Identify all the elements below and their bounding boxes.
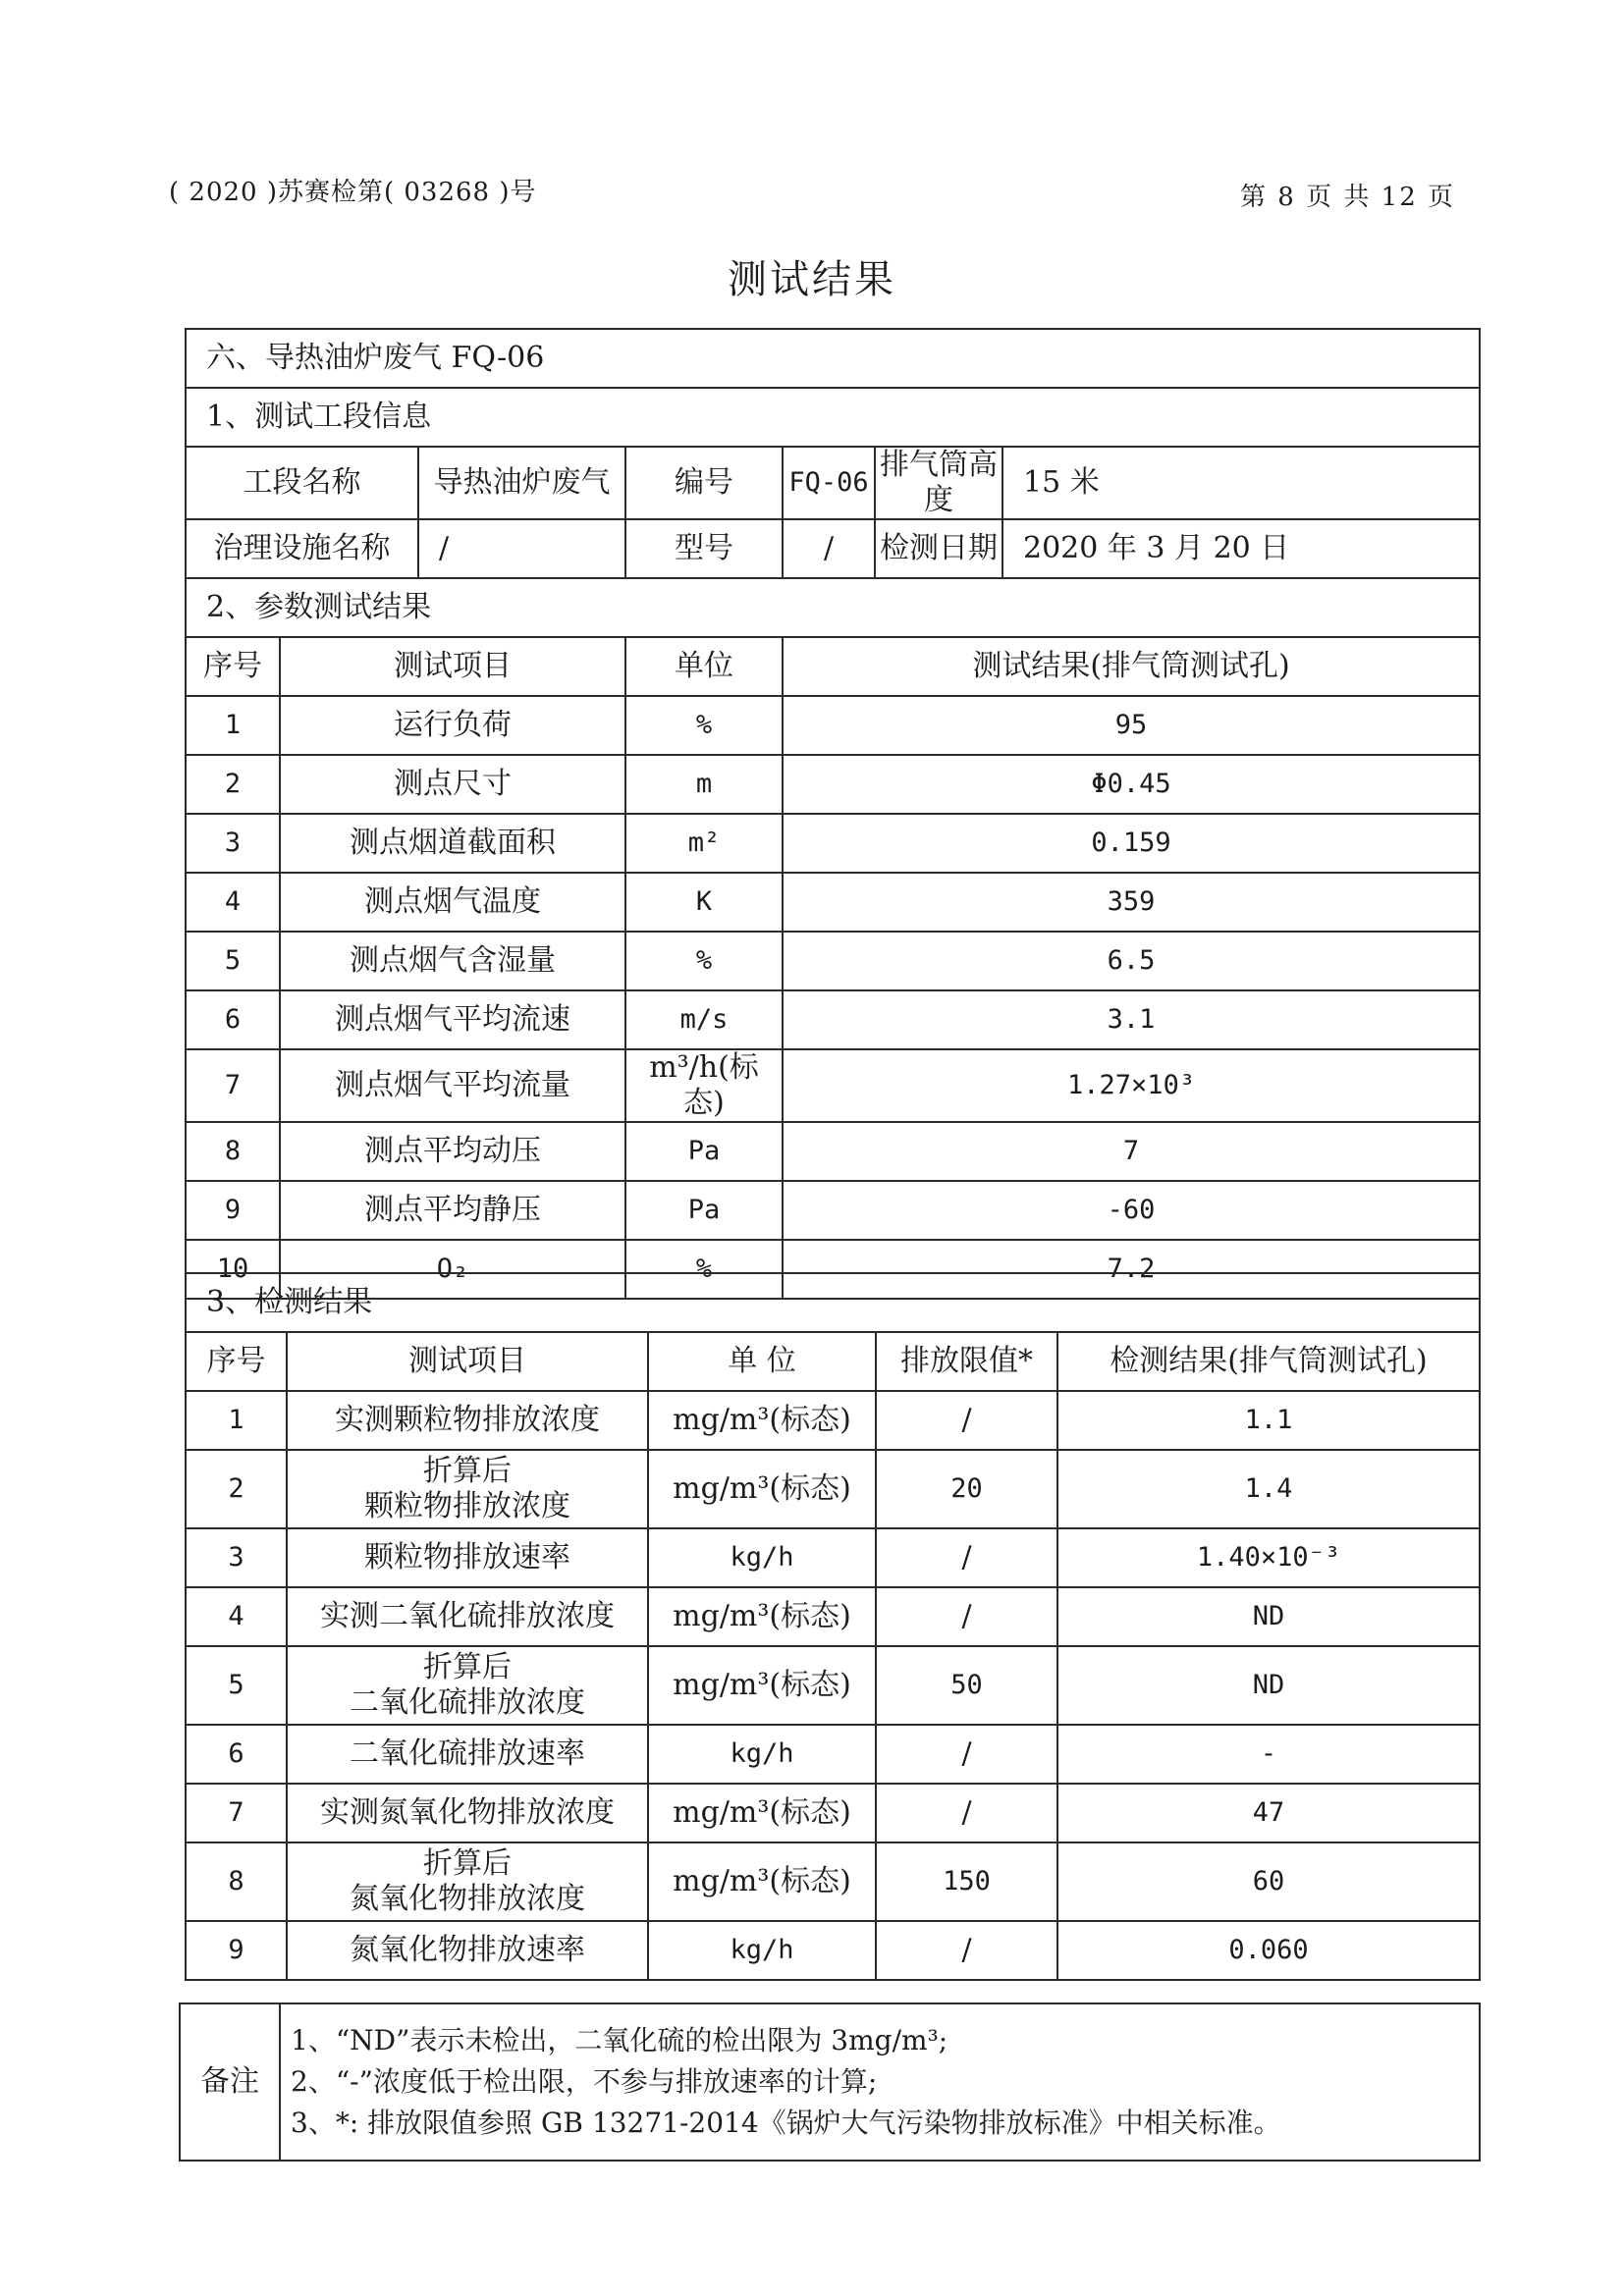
table-row	[186, 873, 1480, 932]
cell: mg/m³(标态)	[648, 1587, 876, 1646]
cell: 5	[186, 1646, 287, 1725]
cell: 150	[876, 1842, 1057, 1921]
cell: 4	[186, 873, 280, 932]
cell: kg/h	[648, 1725, 876, 1784]
cell: 9	[186, 1921, 287, 1980]
cell: Pa	[625, 1122, 783, 1181]
page-number: 第 8 页 共 12 页	[1240, 183, 1455, 212]
cell: 8	[186, 1842, 287, 1921]
cell: %	[625, 1240, 783, 1299]
notes-content	[280, 2003, 1480, 2161]
table-row	[186, 1784, 1480, 1842]
cell: 50	[876, 1646, 1057, 1725]
cell: m	[625, 755, 783, 814]
cell: K	[625, 873, 783, 932]
cell: 编号	[625, 447, 783, 519]
cell: mg/m³(标态)	[648, 1450, 876, 1528]
cell: O₂	[280, 1240, 625, 1299]
cell: 测点烟气平均流量	[280, 1049, 625, 1122]
cell: kg/h	[648, 1528, 876, 1587]
cell: 2020 年 3 月 20 日	[1002, 519, 1480, 578]
section3-header-row	[186, 1332, 1480, 1391]
cell: mg/m³(标态)	[648, 1842, 876, 1921]
table-row	[186, 1528, 1480, 1587]
note-line: 3、*: 排放限值参照 GB 13271-2014《锅炉大气污染物排放标准》中相关标准。	[291, 2107, 1281, 2139]
cell: 检测日期	[875, 519, 1002, 578]
column-header: 测试结果(排气筒测试孔)	[783, 637, 1480, 696]
table-row	[186, 1646, 1480, 1725]
section-six-row	[186, 329, 1480, 388]
cell: /	[876, 1725, 1057, 1784]
cell: 测点平均动压	[280, 1122, 625, 1181]
cell: ND	[1057, 1587, 1480, 1646]
table-row	[186, 1049, 1480, 1122]
cell: 1.27×10³	[783, 1049, 1480, 1122]
column-header: 序号	[186, 1332, 287, 1391]
cell: 6	[186, 1725, 287, 1784]
cell	[287, 1646, 648, 1725]
section1-title-row	[186, 388, 1480, 447]
cell: 3.1	[783, 990, 1480, 1049]
cell: 实测颗粒物排放浓度	[287, 1391, 648, 1450]
table-row	[186, 1122, 1480, 1181]
column-header: 测试项目	[280, 637, 625, 696]
cell: 15 米	[1002, 447, 1480, 519]
cell: m/s	[625, 990, 783, 1049]
cell: 2	[186, 755, 280, 814]
item-line: 折算后	[423, 1650, 512, 1684]
cell: 7.2	[783, 1240, 1480, 1299]
cell: 7	[186, 1784, 287, 1842]
cell: /	[876, 1528, 1057, 1587]
section1-title: 1、测试工段信息	[186, 388, 1480, 447]
table-row	[186, 1181, 1480, 1240]
cell: ND	[1057, 1646, 1480, 1725]
cell: /	[876, 1391, 1057, 1450]
section1-row2	[186, 519, 1480, 578]
cell: m²	[625, 814, 783, 873]
cell: FQ-06	[783, 447, 875, 519]
cell: 3	[186, 814, 280, 873]
cell: /	[783, 519, 875, 578]
cell: 氮氧化物排放速率	[287, 1921, 648, 1980]
cell: 工段名称	[186, 447, 418, 519]
section3-title: 3、检测结果	[186, 1273, 1480, 1332]
item-line: 氮氧化物排放浓度	[350, 1882, 585, 1916]
cell	[287, 1450, 648, 1528]
cell: 3	[186, 1528, 287, 1587]
section2-title: 2、参数测试结果	[186, 578, 1480, 637]
note-line: 2、“-”浓度低于检出限，不参与排放速率的计算;	[291, 2065, 878, 2098]
cell: %	[625, 932, 783, 990]
item-line: 折算后	[423, 1454, 512, 1488]
table-row	[186, 1587, 1480, 1646]
cell: 0.060	[1057, 1921, 1480, 1980]
column-header: 检测结果(排气筒测试孔)	[1057, 1332, 1480, 1391]
cell: 1.1	[1057, 1391, 1480, 1450]
table-row	[186, 1921, 1480, 1980]
cell: 导热油炉废气	[418, 447, 625, 519]
cell: 47	[1057, 1784, 1480, 1842]
cell: -	[1057, 1725, 1480, 1784]
cell: kg/h	[648, 1921, 876, 1980]
cell: 测点烟气含湿量	[280, 932, 625, 990]
cell: 颗粒物排放速率	[287, 1528, 648, 1587]
cell: 测点烟道截面积	[280, 814, 625, 873]
cell: 6.5	[783, 932, 1480, 990]
cell: 二氧化硫排放速率	[287, 1725, 648, 1784]
cell: 60	[1057, 1842, 1480, 1921]
cell: /	[876, 1921, 1057, 1980]
cell: 4	[186, 1587, 287, 1646]
table-row	[186, 696, 1480, 755]
cell: 6	[186, 990, 280, 1049]
notes-label: 备注	[180, 2003, 280, 2161]
cell: 7	[783, 1122, 1480, 1181]
section2-title-row	[186, 578, 1480, 637]
cell: 0.159	[783, 814, 1480, 873]
cell: -60	[783, 1181, 1480, 1240]
cell: 95	[783, 696, 1480, 755]
cell: %	[625, 696, 783, 755]
document-number: ( 2020 )苏赛检第( 03268 )号	[169, 178, 537, 207]
cell: 运行负荷	[280, 696, 625, 755]
section-six-title: 六、导热油炉废气 FQ-06	[186, 329, 1480, 388]
table-row	[186, 814, 1480, 873]
cell: 359	[783, 873, 1480, 932]
cell: 2	[186, 1450, 287, 1528]
cell	[287, 1842, 648, 1921]
cell: 实测二氧化硫排放浓度	[287, 1587, 648, 1646]
table-row	[186, 1842, 1480, 1921]
cell: 10	[186, 1240, 280, 1299]
section2-header-row	[186, 637, 1480, 696]
table-row	[186, 932, 1480, 990]
cell: 5	[186, 932, 280, 990]
column-header: 单 位	[648, 1332, 876, 1391]
table-row	[186, 1391, 1480, 1450]
cell: 型号	[625, 519, 783, 578]
cell: /	[876, 1784, 1057, 1842]
cell: 测点烟气平均流速	[280, 990, 625, 1049]
cell: 1	[186, 696, 280, 755]
detection-result-table	[185, 1272, 1481, 1981]
section3-title-row	[186, 1273, 1480, 1332]
note-line: 1、“ND”表示未检出，二氧化硫的检出限为 3mg/m³;	[291, 2024, 948, 2056]
column-header: 序号	[186, 637, 280, 696]
cell: mg/m³(标态)	[648, 1391, 876, 1450]
cell: 20	[876, 1450, 1057, 1528]
cell: 1	[186, 1391, 287, 1450]
cell: 测点平均静压	[280, 1181, 625, 1240]
table-row	[186, 755, 1480, 814]
item-line: 二氧化硫排放浓度	[350, 1685, 585, 1720]
cell: 治理设施名称	[186, 519, 418, 578]
cell: 9	[186, 1181, 280, 1240]
section1-row1	[186, 447, 1480, 519]
column-header: 单位	[625, 637, 783, 696]
cell: mg/m³(标态)	[648, 1646, 876, 1725]
cell: 1.40×10⁻³	[1057, 1528, 1480, 1587]
notes-row	[180, 2003, 1480, 2161]
cell: 测点尺寸	[280, 755, 625, 814]
cell: 测点烟气温度	[280, 873, 625, 932]
info-and-parameter-table	[185, 328, 1481, 1300]
table-row	[186, 990, 1480, 1049]
cell: mg/m³(标态)	[648, 1784, 876, 1842]
cell: Pa	[625, 1181, 783, 1240]
table-row	[186, 1450, 1480, 1528]
cell: 1.4	[1057, 1450, 1480, 1528]
cell: Φ0.45	[783, 755, 1480, 814]
cell: 8	[186, 1122, 280, 1181]
cell: 7	[186, 1049, 280, 1122]
page-title: 测试结果	[728, 257, 896, 302]
cell: 实测氮氧化物排放浓度	[287, 1784, 648, 1842]
table-row	[186, 1725, 1480, 1784]
cell: /	[876, 1587, 1057, 1646]
item-line: 折算后	[423, 1846, 512, 1881]
column-header: 排放限值*	[876, 1332, 1057, 1391]
notes-table	[179, 2002, 1481, 2162]
item-line: 颗粒物排放浓度	[364, 1489, 570, 1523]
cell: m³/h(标态)	[625, 1049, 783, 1122]
cell: 排气筒高度	[875, 447, 1002, 519]
cell: /	[418, 519, 625, 578]
column-header: 测试项目	[287, 1332, 648, 1391]
